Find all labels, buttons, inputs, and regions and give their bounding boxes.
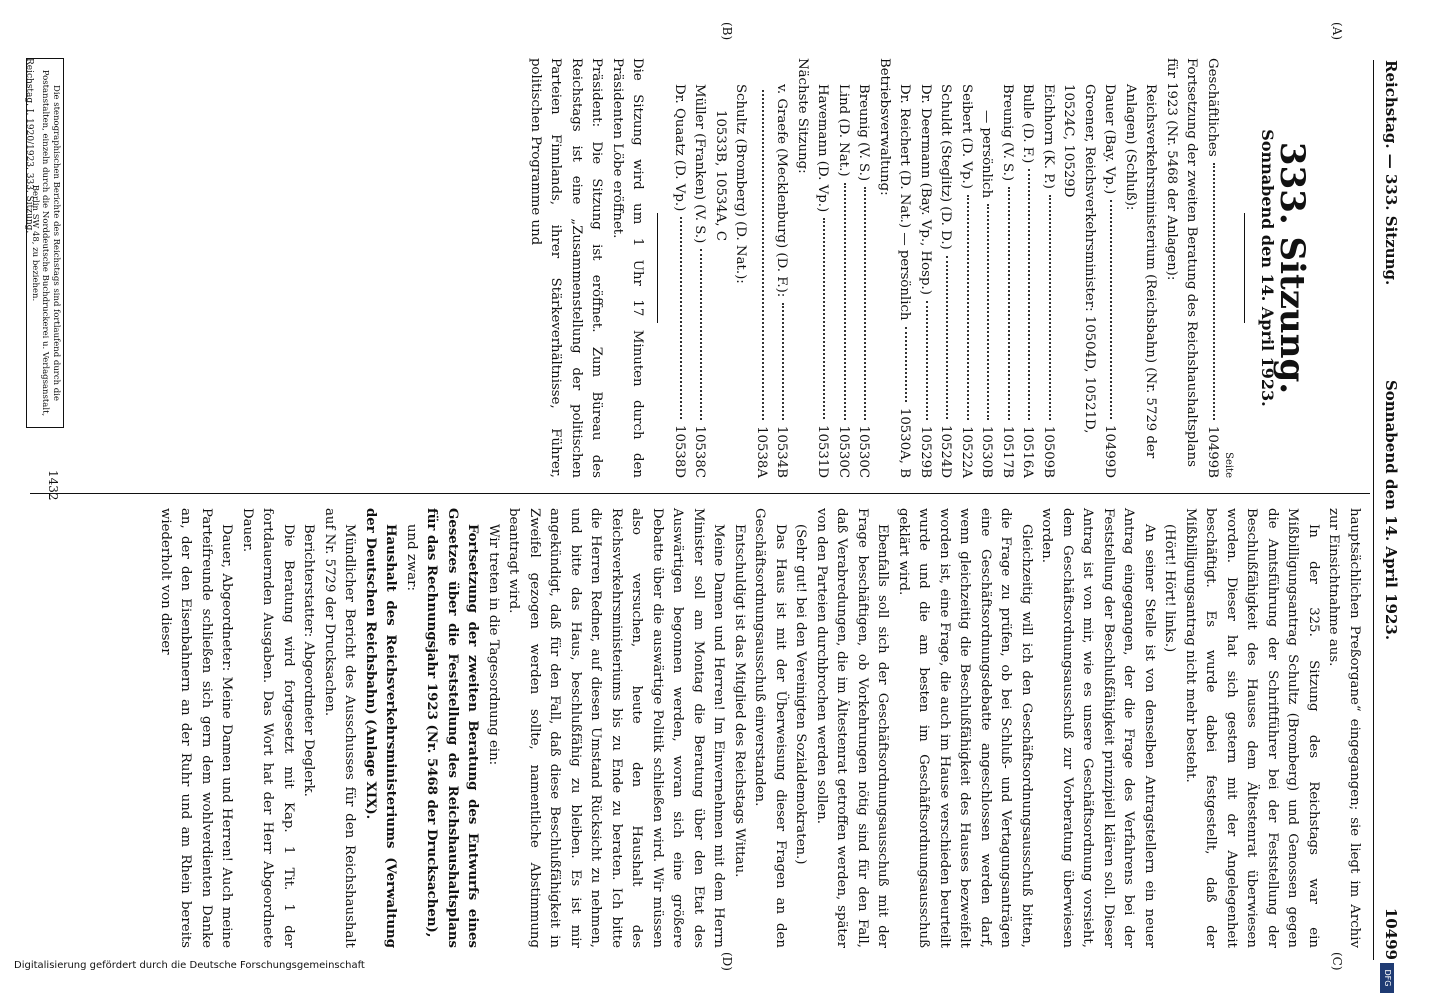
body-paragraph: Dauer, Abgeordneter: Meine Damen und Herren! Auch meine Parteifreunde schließen sich gern dem wohlverdienten Danke an, der den Eisenbahnern an der Ruhr und am Rhein bereits wiederholt von dieser: [158, 508, 235, 948]
toc-entry-text: Dr. Deermann (Bay. Vp., Hosp.): [918, 84, 933, 295]
toc-page-ref: 10530A, B: [897, 407, 913, 478]
body-paragraph: Berichterstatter: Abgeordneter Deglerk.: [301, 523, 317, 797]
toc-entry-text: Dr. Reichert (D. Nat.) — persönlich: [897, 84, 913, 321]
toc-dot-leader: [947, 256, 949, 419]
body-paragraph: und zwar:: [404, 523, 419, 591]
toc-dot-leader: [680, 217, 682, 419]
toc-page-ref: 10499B: [1205, 425, 1220, 478]
toc-entry: [771, 58, 792, 478]
toc-entry-text: Groener, Reichsverkehrsminister: 10504D, 10521D, 10524C, 10529D: [1061, 84, 1097, 434]
toc-entry-text: Dauer (Bay. Vp.): [1102, 84, 1118, 195]
header-center: Sonnabend den 14. April 1923.: [1382, 379, 1400, 641]
toc-entry: [976, 58, 997, 478]
footer-reference: Reichstag. I. 1920/1923. 333. Sitzung.: [24, 58, 34, 234]
toc-page-ref: 10522A: [959, 426, 974, 478]
toc-dot-leader: [967, 195, 969, 420]
body-paragraph: Wir treten in die Tagesordnung ein:: [486, 523, 501, 766]
body-paragraph: Entschuldigt ist das Mitglied des Reichstags Wittau.: [732, 523, 747, 878]
body-paragraph: Das Haus ist mit der Überweisung dieser Fragen an den Geschäftsordnungsausschuß einverstanden.: [752, 508, 788, 948]
toc-entry-text: Fortsetzung der zweiten Beratung des Reichshaushaltsplans für 1923 (Nr. 5468 der Anlagen):: [1164, 58, 1200, 467]
toc-dot-leader: [1029, 169, 1031, 420]
toc-dot-leader: [1049, 195, 1051, 420]
margin-letter-d: (D): [720, 952, 734, 971]
toc-dot-leader: [1111, 200, 1113, 419]
toc-entry-text: Eichhorn (K. P.): [1041, 84, 1056, 189]
header-left: Reichstag. — 333. Sitzung.: [1382, 60, 1400, 286]
toc-page-ref: 10529B: [918, 425, 933, 478]
toc-entry: [1161, 58, 1202, 478]
toc-entry-text: Breunig (V. S.): [1000, 84, 1015, 182]
toc-page-ref: 10524D: [938, 425, 954, 478]
body-paragraph: Meine Damen und Herren! Im Einvernehmen mit dem Herrn Minister soll am Montag die Beratung über den Etat des Auswärtigen begonnen werden, woran sich eine größere Debatte über die auswärtige Politik schließen wird. Wir müssen also versuchen, heute den Haushalt des Reichsverkehrsministeriums bis zu Ende zu beraten. Ich bitte die Herren Redner, auf diesen Umstand Rücksicht zu nehmen, und bitte das Haus, beschlußfähig zu bleiben. Es ist mir angekündigt, daß für den Fall, daß diese Beschlußfähigkeit in Zweifel gezogen werden sollte, namentliche Abstimmung beantragt wird.: [506, 508, 727, 948]
toc-entry: [1120, 58, 1161, 478]
toc-entry: [1038, 58, 1059, 478]
margin-letter-b: (B): [720, 22, 734, 41]
toc-entry: [997, 58, 1018, 478]
dfg-credit-text: Digitalisierung gefördert durch die Deutsche Forschungsgemeinschaft: [14, 960, 365, 971]
toc-page-ref: 10538C: [692, 425, 708, 478]
toc-entry-text: Reichsverkehrsministerium (Reichsbahn) (Nr. 5729 der Anlagen) (Schluß):: [1123, 84, 1159, 459]
toc-entry-text: Nächste Sitzung:: [795, 58, 810, 174]
toc-dot-leader: [926, 301, 928, 420]
body-paragraph: hauptsächlichen Preßorgane“ eingegangen; sie liegt im Archiv zur Einsichtnahme aus.: [1326, 508, 1362, 948]
toc-dot-leader: [824, 218, 826, 419]
toc-entry: [894, 58, 915, 478]
toc-dot-leader: [1008, 187, 1010, 420]
toc-dot-leader: [701, 249, 703, 419]
toc-entry: [669, 58, 690, 478]
body-paragraph: Gleichzeitig will ich den Geschäftsordnungsausschuß bitten, die Frage zu prüfen, ob bei Schluß- und Vertagungsanträgen eine Geschäftsordnungsdebatte angeschlossen werden darf, wenn gleichzeitig die Beschlußfähigkeit des Hauses bezweifelt worden ist, eine Frage, die auch im Hause verschieden beurteilt wurde und die am besten im Geschäftsordnungsausschuß geklärt wird.: [896, 508, 1034, 948]
header-page-number: 10499: [1382, 907, 1400, 960]
body-paragraph: Mündlicher Bericht des Ausschusses für den Reichshaushalt auf Nr. 5729 der Drucksachen.: [322, 508, 358, 948]
toc-entry: [853, 58, 874, 478]
margin-letter-c: (C): [1330, 952, 1344, 971]
body-paragraph: (Hört! Hört! links.): [1162, 523, 1178, 653]
toc-entry-text: Breunig (V. S.): [856, 84, 872, 182]
session-title: 333. Sitzung.: [1272, 141, 1312, 395]
toc-entry: [1017, 58, 1038, 478]
toc-dot-leader: [988, 204, 990, 420]
session-date: Sonnabend den 14. April 1923.: [1258, 129, 1278, 407]
toc-entry-text: Dr. Quaatz (D. Vp.): [672, 84, 687, 212]
toc-page-ref: 10538A: [754, 426, 769, 478]
toc-entry: [710, 58, 731, 478]
toc-entry: [689, 58, 710, 478]
toc-entry-text: — persönlich: [979, 110, 995, 199]
toc-page-ref: 10516A: [1020, 426, 1036, 478]
opening-text: Die Sitzung wird um 1 Uhr 17 Minuten durch den Präsidenten Löbe eröffnet.: [610, 58, 646, 478]
toc-page-ref: 10509B: [1041, 425, 1056, 478]
toc-entry-text: Schuldt (Steglitz) (D. D.): [938, 84, 954, 250]
footer-page-number: 1432: [46, 470, 60, 501]
toc-dot-leader: [844, 183, 846, 420]
body-paragraph: An seiner Stelle ist von denselben Antragstellern ein neuer Antrag eingegangen, der die Frage des Verfahrens bei der Feststellung der Beschlußfähigkeit prinzipiell klären soll. Dieser Antrag ist von mir, wie es unsere Geschäftsordnung vorsieht, dem Geschäftsordnungsausschuß zur Vorberatung überwiesen worden.: [1039, 508, 1157, 948]
toc-entry: [730, 58, 751, 478]
toc-page-ref: 10530B: [979, 425, 995, 478]
toc-entry-text: Geschäftliches: [1205, 58, 1220, 157]
footer-notice-text: Die stenographischen Berichte des Reichstags sind fortlaufend durch die Postanstalten, einzeln durch die Norddeutsche Buchdruckerei u. Verlagsanstalt, Berlin SW 48, zu beziehen.: [30, 69, 61, 417]
toc-entry-text: Seibert (D. Vp.): [959, 84, 974, 189]
toc-entry-text: Betriebsverwaltung:: [877, 58, 892, 196]
right-column: [155, 508, 1365, 948]
toc-page-ref: 10517B: [1000, 425, 1015, 478]
body-paragraph: (Sehr gut! bei den Vereinigten Sozialdemokraten.): [793, 523, 809, 865]
toc-entry-text: Müller (Franken) (V. S.): [692, 84, 708, 244]
margin-letter-a: (A): [1330, 22, 1344, 41]
toc-page-ref: 10534B: [774, 425, 790, 478]
toc-entry: [751, 58, 772, 478]
toc-dot-leader: [865, 187, 867, 419]
table-of-contents: [669, 58, 1223, 478]
toc-entry: [1058, 58, 1099, 478]
toc-entry: [792, 58, 813, 478]
toc-page-ref: 10531D: [815, 425, 831, 478]
toc-entry: [1099, 58, 1120, 478]
toc-entry-text: 10533B, 10534A, C: [713, 110, 728, 242]
body-paragraph: In der 325. Sitzung des Reichstags war ein Mißbilligungsantrag Schultz (Bromberg) und Genossen gegen die Amtsführung der Schriftführer bei der Feststellung der Beschlußfähigkeit des Hauses dem Ältestenrat überwiesen worden. Dieser hat sich gestern mit der Angelegenheit beschäftigt. Es wurde dabei festgestellt, daß der Mißbilligungsantrag nicht mehr besteht.: [1183, 508, 1321, 948]
toc-page-ref: 10499D: [1102, 425, 1118, 478]
body-paragraph: Fortsetzung der zweiten Beratung des Entwurfs eines Gesetzes über die Feststellung des Reichshaushaltsplans für das Rechnungsjahr 1923 (Nr. 5468 der Drucksachen),: [424, 508, 481, 948]
toc-entry: [915, 58, 936, 478]
toc-dot-leader: [762, 90, 764, 420]
left-column: [525, 58, 1365, 478]
toc-entry: [956, 58, 977, 478]
seite-label: Seite: [1223, 452, 1234, 478]
dfg-sidebar: [14, 960, 1414, 1000]
toc-dot-leader: [783, 303, 785, 420]
toc-page-ref: 10530C: [856, 425, 872, 478]
toc-entry-text: Schultz (Bromberg) (D. Nat.):: [733, 84, 749, 284]
title-rule: [1244, 213, 1245, 323]
toc-entry: [833, 58, 854, 478]
column-divider: [30, 493, 1370, 494]
toc-rule: [658, 213, 659, 323]
page-header: [1373, 60, 1400, 960]
toc-dot-leader: [1213, 163, 1215, 420]
toc-page-ref: 10538D: [672, 425, 687, 478]
toc-entry-text: Bulle (D. F.): [1020, 84, 1036, 164]
toc-entry: [1202, 58, 1223, 478]
toc-entry-text: v. Graefe (Mecklenburg) (D. F.):: [774, 84, 790, 298]
dfg-logo: DFG: [1380, 963, 1394, 993]
toc-page-ref: 10530C: [836, 425, 851, 478]
toc-entry-text: Havemann (D. Vp.): [815, 84, 831, 213]
toc-entry: [935, 58, 956, 478]
body-paragraph: Die Beratung wird fortgesetzt mit Kap. 1 Tit. 1 der fortdauernden Ausgaben. Das Wort hat der Herr Abgeordnete Dauer.: [240, 508, 296, 948]
body-paragraph: Ebenfalls soll sich der Geschäftsordnungsausschuß mit der Frage beschäftigen, ob Vorkehrungen nötig sind für den Fall, daß Verabredungen, die im Ältestenrat getroffen werden, später von den Parteien durchbrochen werden sollen.: [814, 508, 891, 948]
body-paragraph: Haushalt des Reichsverkehrsministeriums (Verwaltung der Deutschen Reichsbahn) (Anlage XIX).: [363, 508, 399, 948]
toc-entry: [812, 58, 833, 478]
toc-dot-leader: [906, 327, 908, 402]
toc-entry-text: Lind (D. Nat.): [836, 84, 851, 177]
praesident-text: Präsident: Die Sitzung ist eröffnet. Zum Büreau des Reichstags ist eine „Zusammenstellung der politischen Parteien Finnlands, ihrer Stärkeverhältnisse, Führer, politischen Programme und: [528, 58, 605, 478]
toc-entry: [874, 58, 895, 478]
